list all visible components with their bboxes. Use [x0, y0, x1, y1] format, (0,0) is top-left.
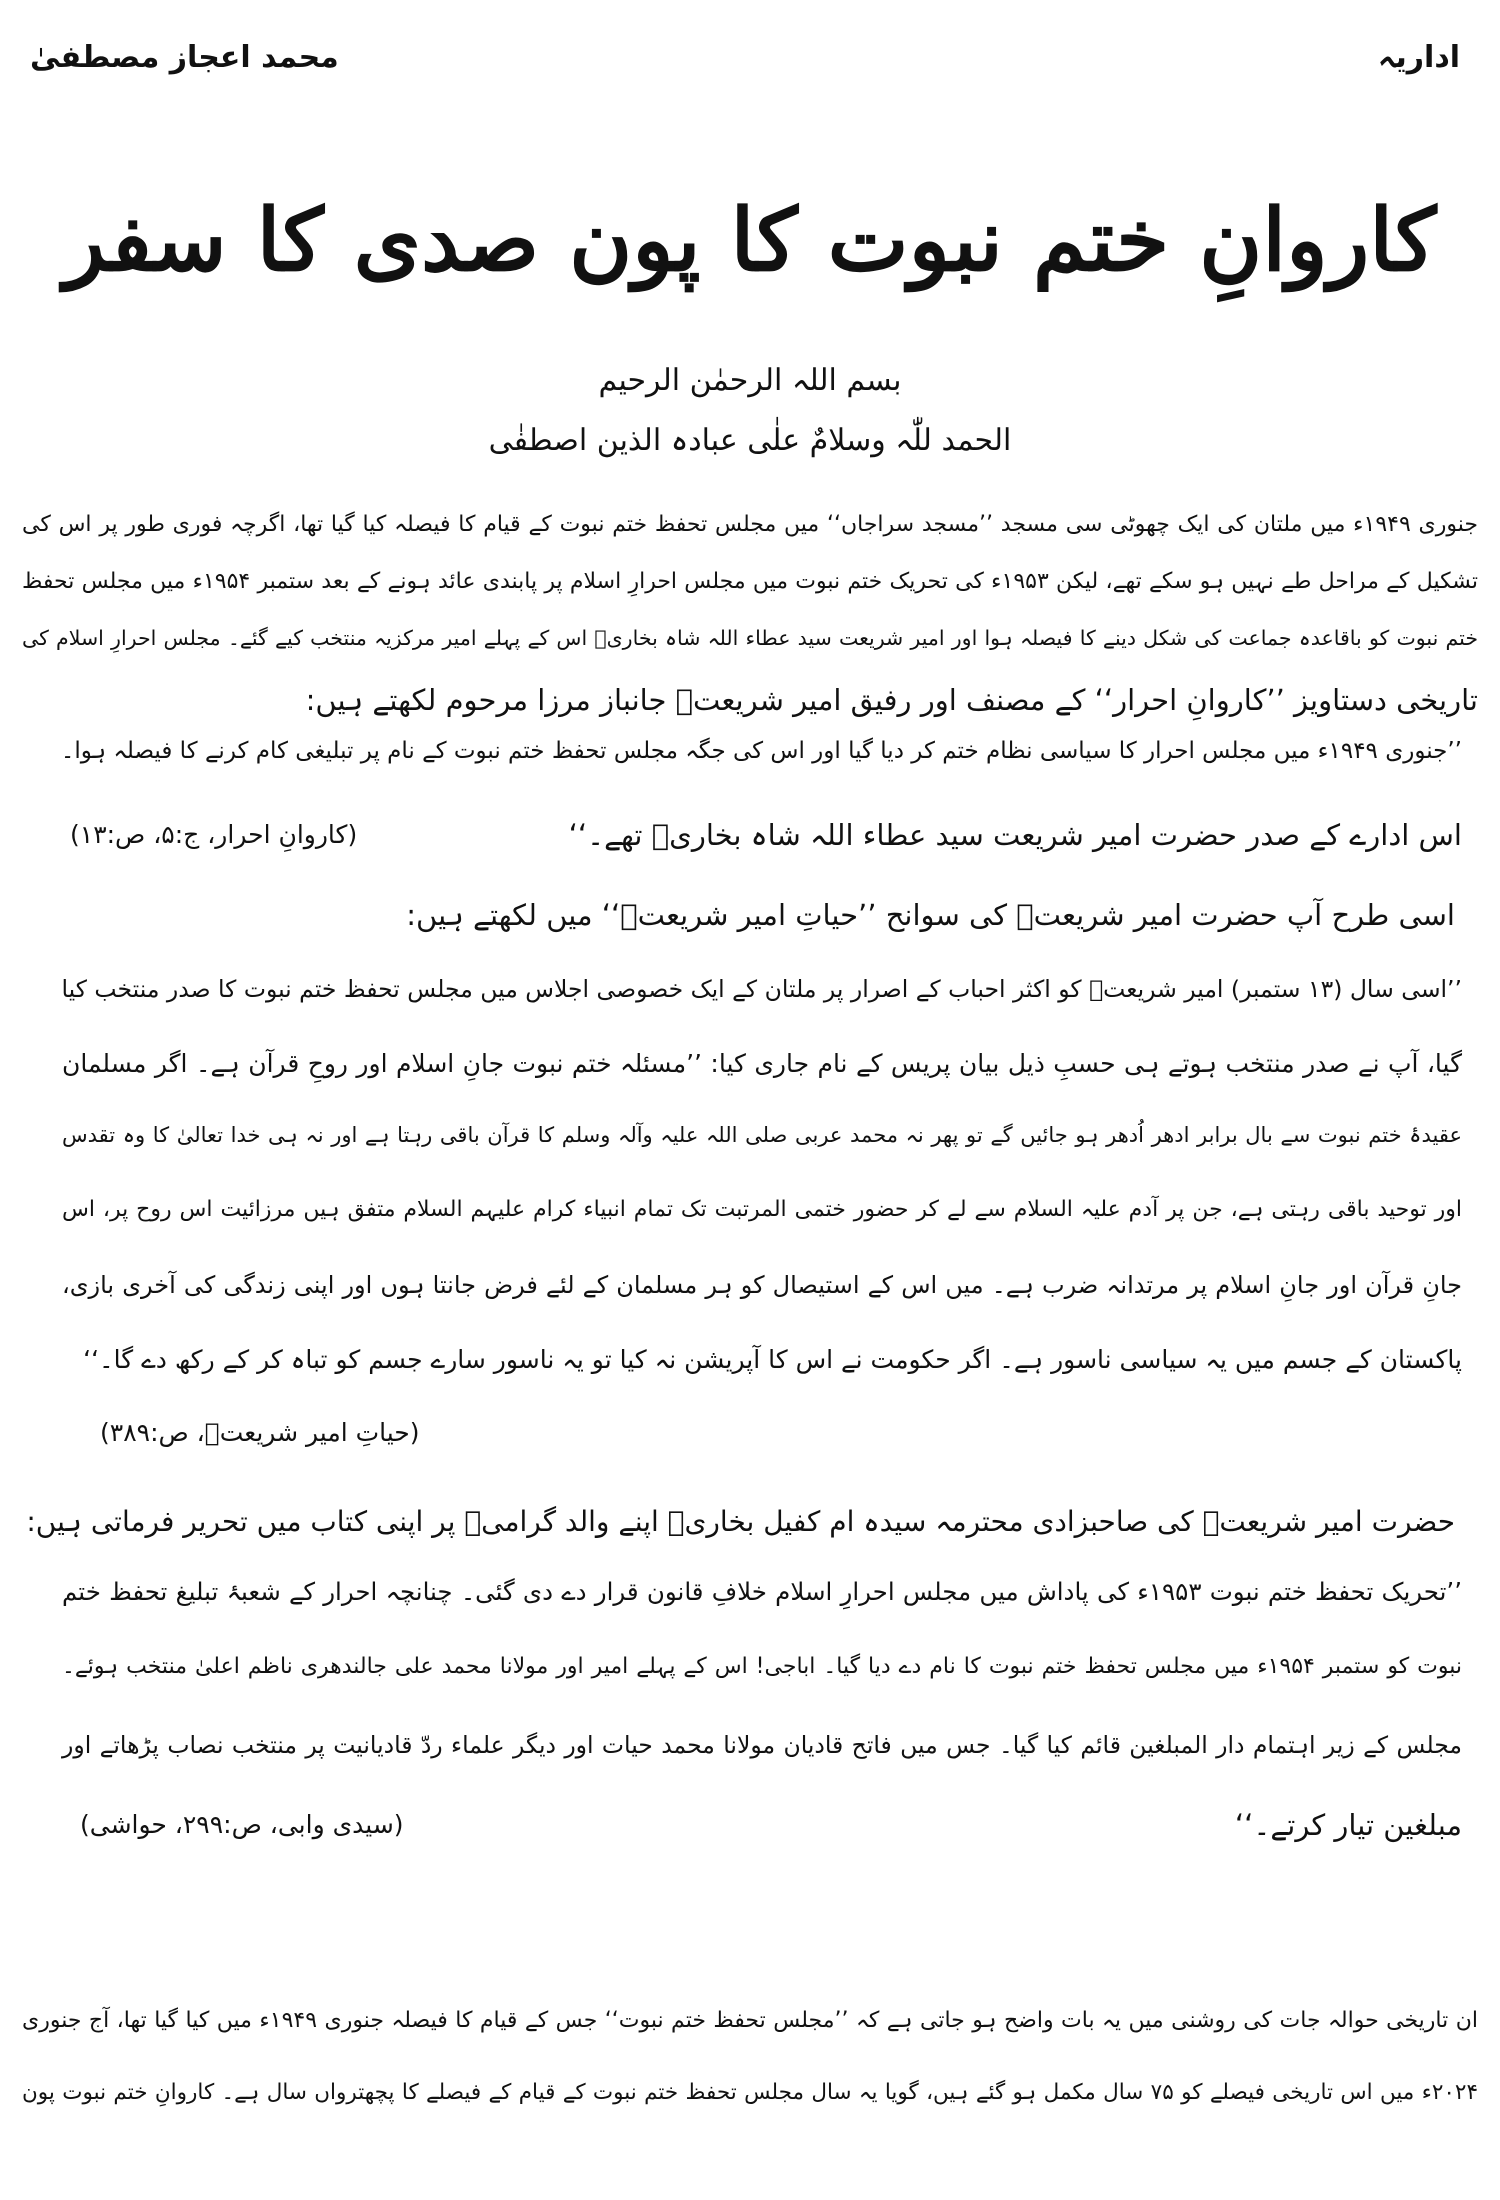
quote-1-line: ’’جنوری ۱۹۴۹ء میں مجلس احرار کا سیاسی نظام ختم کر دیا گیا اور اس کی جگہ مجلس تحفظ ختم نبوت کے نام پر تبلیغی کام کرنے کا فیصلہ ہوا۔	[60, 738, 1462, 764]
paragraph-4-line: ان تاریخی حوالہ جات کی روشنی میں یہ بات واضح ہو جاتی ہے کہ ’’مجلس تحفظ ختم نبوت‘‘ جس کے قیام کا فیصلہ جنوری ۱۹۴۹ء میں کیا گیا تھا، آج جنوری	[22, 2008, 1478, 2033]
quote-3-line: نبوت کو ستمبر ۱۹۵۴ء میں مجلس تحفظ ختم نبوت کا نام دے دیا گیا۔ اباجی! اس کے پہلے امیر اور مولانا محمد علی جالندھری ناظم اعلیٰ منتخب ہوئے۔	[62, 1654, 1462, 1679]
article-title: کاروانِ ختم نبوت کا پون صدی کا سفر	[63, 190, 1437, 291]
quote-3-line: مجلس کے زیر اہتمام دار المبلغین قائم کیا گیا۔ جس میں فاتح قادیان مولانا محمد حیات اور دیگر علماء ردّ قادیانیت پر منتخب نصاب پڑھاتے اور	[62, 1731, 1462, 1759]
paragraph-3: حضرت امیر شریعتؒ کی صاحبزادی محترمہ سیدہ ام کفیل بخاریؒ اپنے والد گرامیؒ پر اپنی کتاب میں تحریر فرماتی ہیں:	[26, 1505, 1455, 1538]
quote-3-line: مبلغین تیار کرتے۔‘‘	[1234, 1808, 1462, 1842]
reference-3: (سیدی وابی، ص:۲۹۹، حواشی)	[80, 1810, 404, 1839]
quote-2-line: پاکستان کے جسم میں یہ سیاسی ناسور ہے۔ اگر حکومت نے اس کا آپریشن نہ کیا تو یہ ناسور سارے جسم کو تباہ کر کے رکھ دے گا۔‘‘	[83, 1345, 1462, 1374]
quote-1-line: اس ادارے کے صدر حضرت امیر شریعت سید عطاء اللہ شاہ بخاریؒ تھے۔‘‘	[568, 818, 1462, 852]
paragraph-1-line: تاریخی دستاویز ’’کاروانِ احرار‘‘ کے مصنف اور رفیق امیر شریعتؒ جانباز مرزا مرحوم لکھتے ہیں:	[305, 683, 1478, 717]
quote-2-line: اور توحید باقی رہتی ہے، جن پر آدم علیہ السلام سے لے کر حضور ختمی المرتبت تک تمام انبیاء کرام علیہم السلام متفق ہیں مرزائیت اس روح پر، اس	[62, 1197, 1462, 1222]
quote-2-line: جانِ قرآن اور جانِ اسلام پر مرتدانہ ضرب ہے۔ میں اس کے استیصال کو ہر مسلمان کے لئے فرض جانتا ہوں اور اپنی زندگی کی آخری بازی،	[62, 1271, 1462, 1299]
reference-1: (کاروانِ احرار، ج:۵، ص:۱۳)	[70, 820, 358, 849]
bismillah-line: بسم اللہ الرحمٰن الرحیم	[598, 363, 902, 398]
hamd-line: الحمد للّٰہ وسلامٌ علٰی عبادہ الذین اصطفٰی	[488, 423, 1012, 458]
section-label: اداریہ	[1377, 40, 1460, 75]
paragraph-1-line: ختم نبوت کو باقاعدہ جماعت کی شکل دینے کا فیصلہ ہوا اور امیر شریعت سید عطاء اللہ شاہ بخاریؒ اس کے پہلے امیر مرکزیہ منتخب کیے گئے۔ مجلس احرارِ اسلام کی	[22, 626, 1478, 650]
reference-2: (حیاتِ امیر شریعتؒ، ص:۳۸۹)	[100, 1418, 420, 1447]
author-name: محمد اعجاز مصطفیٰ	[30, 40, 339, 75]
paragraph-1-line: جنوری ۱۹۴۹ء میں ملتان کی ایک چھوٹی سی مسجد ’’مسجد سراجاں‘‘ میں مجلس تحفظ ختم نبوت کے قیام کا فیصلہ کیا گیا تھا، اگرچہ فوری طور پر اس کی	[22, 512, 1478, 537]
paragraph-2: اسی طرح آپ حضرت امیر شریعتؒ کی سوانح ’’حیاتِ امیر شریعتؒ‘‘ میں لکھتے ہیں:	[406, 898, 1455, 932]
paragraph-4-line: ۲۰۲۴ء میں اس تاریخی فیصلے کو ۷۵ سال مکمل ہو گئے ہیں، گویا یہ سال مجلس تحفظ ختم نبوت کے قیام کے فیصلے کا پچھترواں سال ہے۔ کاروانِ ختم نبوت پون	[22, 2080, 1479, 2105]
paragraph-1-line: تشکیل کے مراحل طے نہیں ہو سکے تھے، لیکن ۱۹۵۳ء کی تحریک ختم نبوت میں مجلس احرارِ اسلام پر پابندی عائد ہونے کے بعد ستمبر ۱۹۵۴ء میں مجلس تحفظ	[22, 569, 1478, 594]
quote-2-line: گیا، آپ نے صدر منتخب ہوتے ہی حسبِ ذیل بیان پریس کے نام جاری کیا: ’’مسئلہ ختم نبوت جانِ اسلام اور روحِ قرآن ہے۔ اگر مسلمان	[62, 1049, 1462, 1078]
quote-2-line: ’’اسی سال (۱۳ ستمبر) امیر شریعتؒ کو اکثر احباب کے اصرار پر ملتان کے ایک خصوصی اجلاس میں مجلس تحفظ ختم نبوت کا صدر منتخب کیا	[61, 975, 1462, 1003]
quote-2-line: عقیدۂ ختم نبوت سے بال برابر ادھر اُدھر ہو جائیں گے تو پھر نہ محمد عربی صلی اللہ علیہ وآلہ وسلم کا قرآن باقی رہتا ہے اور نہ ہی خدا تعالیٰ کا وہ تقدس	[62, 1123, 1462, 1147]
quote-3-line: ’’تحریک تحفظ ختم نبوت ۱۹۵۳ء کی پاداش میں مجلس احرارِ اسلام خلافِ قانون قرار دے دی گئی۔ چنانچہ احرار کے شعبۂ تبلیغ تحفظ ختم	[62, 1577, 1463, 1606]
